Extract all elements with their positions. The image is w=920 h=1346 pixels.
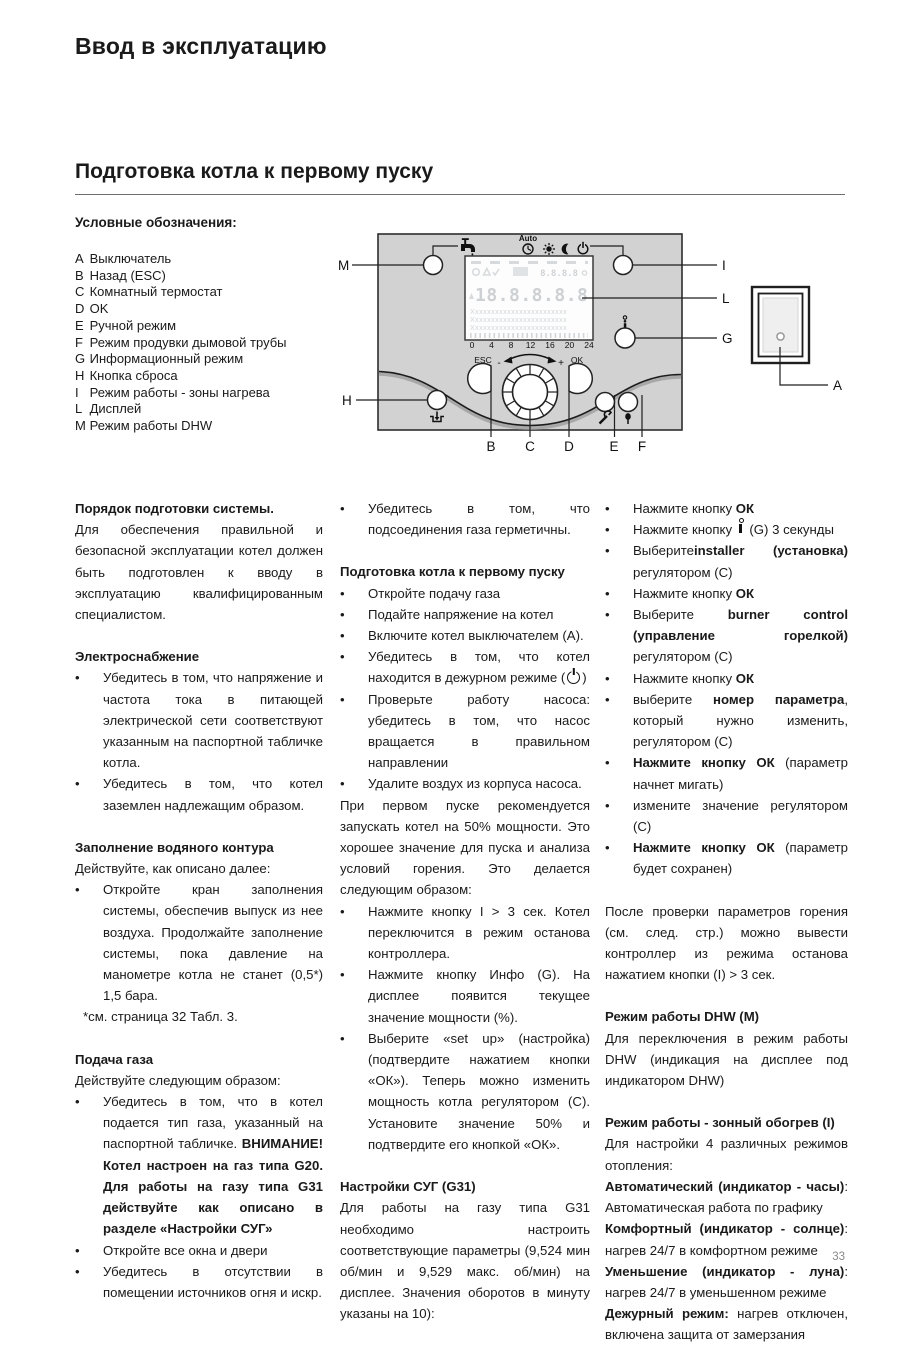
bullet-text — [103, 773, 323, 815]
standby-icon — [567, 671, 580, 684]
text-segment: Убедитесь в отсутствии в помещении источников огня и искр. — [103, 1263, 323, 1300]
text-segment: Уменьшение (индикатор - луна) — [605, 1263, 845, 1279]
bullet-item — [340, 498, 590, 540]
paragraph — [605, 1261, 848, 1303]
text-segment: Убедитесь в том, что подсоединения газа герметичны. — [368, 501, 590, 538]
legend-item-label: Выключатель — [86, 251, 172, 266]
text-segment: Нажмите кнопку ОК — [633, 840, 775, 856]
label-i: I — [722, 258, 726, 273]
svg-text:4: 4 — [489, 340, 494, 350]
bullet-text — [368, 901, 590, 965]
lcd-main-value: 18.8.8.8.8 — [475, 285, 589, 306]
text-segment: , который нужно изменить, регулятором (C) — [633, 691, 848, 750]
svg-text:8: 8 — [508, 340, 514, 350]
spacer — [75, 816, 323, 837]
bullet-item — [605, 689, 848, 753]
bullet-text — [633, 689, 848, 753]
bullet-marker: • — [340, 967, 345, 983]
legend-item-key: C — [75, 284, 85, 300]
text-segment: Нажмите кнопку — [633, 501, 736, 516]
text-segment: Убедитесь в том, что напряжение и частота тока в питающей электрической сети соответствуют указанным на паспортной табличке котла. — [103, 670, 323, 771]
ok-button[interactable] — [569, 364, 592, 394]
text-segment: Откройте все окна и двери — [103, 1242, 268, 1258]
column-heading: Настройки СУГ (G31) — [340, 1179, 476, 1195]
bullet-marker: • — [75, 1094, 80, 1110]
bullet-marker: • — [75, 670, 80, 686]
text-segment: выберите — [633, 691, 714, 707]
legend-item-label: Комнатный термостат — [86, 284, 223, 300]
legend-item-label: Дисплей — [86, 401, 142, 417]
bullet-marker: • — [75, 882, 80, 898]
footnote: *см. страница 32 Табл. 3. — [83, 1009, 238, 1025]
bullet-text — [368, 498, 590, 540]
text-segment: Выберите «set up» (настройка) (подтвердите нажатием кнопки «ОК»). Теперь можно изменить мощность котла регулятором (C). Установите значение 50% и подтвердите его кнопкой «ОК». — [368, 1030, 590, 1152]
legend-item — [75, 418, 340, 435]
bullet-marker: • — [605, 522, 610, 538]
rotary-knob[interactable] — [503, 365, 558, 420]
text-segment: Выберите — [633, 607, 728, 623]
legend-list — [75, 251, 340, 435]
bullet-text — [368, 689, 590, 774]
text-segment: Нажмите кнопку — [633, 522, 736, 538]
bullet-marker: • — [605, 755, 610, 771]
label-f: F — [637, 439, 647, 454]
legend-item-key: F — [75, 334, 83, 350]
spacer — [605, 880, 848, 901]
info-icon — [738, 521, 744, 534]
bullet-item — [75, 879, 323, 1006]
paragraph — [75, 1070, 323, 1091]
bullet-text — [103, 667, 323, 773]
spacer — [605, 1091, 848, 1112]
bullet-item — [605, 519, 848, 540]
bullet-text — [103, 1261, 323, 1303]
bullet-item — [340, 689, 590, 774]
svg-text:Auto: Auto — [518, 234, 538, 243]
label-b: B — [486, 439, 496, 454]
text-segment: Убедитесь в том, что котел заземлен надлежащим образом. — [103, 776, 323, 813]
label-m: M — [338, 258, 350, 273]
legend — [75, 215, 340, 435]
column-heading: Электроснабжение — [75, 649, 200, 665]
bullet-item — [340, 773, 590, 794]
lcd-text-row: Xxxxxxxxxxxxxxxxxxxxxxxx — [470, 309, 568, 316]
text-segment: Нажмите кнопку — [633, 585, 736, 601]
paragraph — [75, 858, 323, 879]
paragraph — [340, 1197, 590, 1324]
bullet-marker: • — [340, 649, 345, 665]
text-segment: : Автоматическая работа по графику — [605, 1178, 848, 1216]
text-segment: Для работы на газу типа G31 необходимо настроить соответствующие параметры (9,524 мин об/мин и 9,529 макс. об/мин) на дисплее. Значения оборотов в минуту указаны на 10): — [340, 1200, 590, 1322]
bullet-item — [340, 964, 590, 1028]
bullet-item — [605, 668, 848, 689]
manual-mode-button[interactable] — [596, 393, 615, 412]
text-segment: Автоматический (индикатор - часы) — [605, 1178, 845, 1194]
text-segment: burner control (управление горелкой) — [633, 607, 848, 644]
chimney-sweep-button[interactable] — [619, 393, 638, 412]
bullet-marker: • — [605, 585, 610, 601]
bullet-text — [633, 604, 848, 668]
bullet-marker: • — [605, 691, 610, 707]
bullet-marker: • — [75, 1242, 80, 1258]
label-h: H — [342, 393, 352, 408]
control-panel-diagram — [330, 225, 850, 455]
text-segment: регулятором (C) — [633, 649, 733, 665]
paragraph — [75, 519, 323, 625]
bullet-text — [103, 879, 323, 1006]
text-segment: При первом пуске рекомендуется запускать котел на 50% мощности. Это хорошее значение для пуска и анализа условий горения. Это делается следующим образом: — [340, 797, 590, 898]
column-heading: Заполнение водяного контура — [75, 839, 274, 855]
bullet-item — [605, 540, 848, 582]
bullet-item — [75, 1261, 323, 1303]
svg-text:+: + — [558, 358, 564, 369]
text-segment: Для переключения в режим работы DHW (индикация на дисплее под индикатором DHW) — [605, 1030, 848, 1089]
legend-item-label: Режим работы DHW — [86, 418, 213, 434]
svg-text:24: 24 — [584, 340, 594, 350]
paragraph — [605, 1028, 848, 1092]
bullet-marker: • — [605, 670, 610, 686]
legend-item-key: G — [75, 351, 86, 367]
text-segment: Комфортный (индикатор - солнце) — [605, 1221, 845, 1237]
text-segment: ОК — [735, 501, 755, 516]
bullet-item — [605, 752, 848, 794]
text-segment: Нажмите кнопку I > 3 сек. Котел переключится в режим останова контроллера. — [368, 903, 590, 962]
text-segment: (параметр начнет мигать) — [633, 755, 848, 792]
legend-item-key: B — [75, 267, 84, 283]
section-divider — [75, 194, 845, 195]
bullet-item — [605, 583, 848, 604]
text-segment: Действуйте следующим образом: — [75, 1072, 281, 1088]
bullet-item — [75, 773, 323, 815]
column-right — [605, 498, 848, 1346]
label-c: C — [525, 439, 535, 454]
spacer — [75, 1028, 323, 1049]
reset-button[interactable] — [428, 391, 447, 410]
legend-item-label: Режим продувки дымовой трубы — [86, 334, 287, 350]
bullet-marker: • — [605, 797, 610, 813]
esc-button[interactable] — [468, 364, 491, 394]
page-title: Ввод в эксплуатацию — [75, 33, 327, 59]
bullet-marker: • — [340, 691, 345, 707]
spacer — [605, 985, 848, 1006]
bullet-item — [340, 901, 590, 965]
bullet-marker: • — [340, 606, 345, 622]
text-segment: : нагрев 24/7 в уменьшенном режиме — [605, 1263, 848, 1300]
text-segment: (G) 3 секунды — [745, 522, 834, 538]
text-segment: ВНИМАНИЕ! Котел настроен на газ типа G20. Для работы на газу типа G31 действуйте как описано в разделе «Настройки СУГ» — [103, 1136, 323, 1237]
legend-item-key: I — [75, 384, 79, 400]
bullet-text — [633, 540, 848, 582]
text-segment: Нажмите кнопку Инфо (G). На дисплее появится текущее значение мощности (%). — [368, 967, 590, 1025]
column-heading: Подготовка котла к первому пуску — [340, 564, 565, 580]
svg-text:20: 20 — [564, 340, 575, 350]
text-segment: Дежурный режим: — [605, 1306, 729, 1322]
label-a: A — [833, 378, 843, 393]
legend-heading: Условные обозначения: — [75, 215, 237, 230]
svg-text:0: 0 — [469, 340, 475, 350]
legend-item-label: Назад (ESC) — [86, 267, 166, 283]
text-segment: регулятором (C) — [633, 564, 733, 580]
legend-item-label: OK — [86, 301, 109, 317]
spacer — [340, 540, 590, 561]
bullet-item — [340, 646, 590, 688]
ok-label: OK — [570, 355, 584, 365]
legend-item — [75, 301, 340, 318]
bullet-item — [75, 1091, 323, 1239]
text-segment: Действуйте, как описано далее: — [75, 861, 271, 877]
bullet-marker: • — [75, 1263, 80, 1279]
legend-item-key: L — [75, 401, 83, 417]
legend-item-key: A — [75, 251, 84, 266]
bullet-marker: • — [340, 585, 345, 601]
bullet-marker: • — [340, 903, 345, 919]
bullet-marker: • — [605, 840, 610, 856]
section-title: Подготовка котла к первому пуску — [75, 160, 434, 183]
text-segment: Убедитесь в том, что котел находится в дежурном режиме ( — [368, 649, 590, 686]
text-segment: измените значение регулятором (C) — [633, 797, 848, 835]
legend-item — [75, 318, 340, 335]
text-segment: После проверки параметров горения (см. след. стр.) можно вывести контроллер из режима останова нажатием кнопки (I) > 3 сек. — [605, 903, 848, 983]
bullet-text — [633, 583, 848, 604]
bullet-text — [633, 837, 848, 879]
legend-item — [75, 335, 340, 352]
column-heading: Подача газа — [75, 1051, 154, 1067]
legend-item-label: Режим работы - зоны нагрева — [86, 384, 270, 400]
text-segment: Для обеспечения правильной и безопасной эксплуатации котел должен быть подготовлен к вводу в эксплуатацию квалифицированным специалистом. — [75, 522, 323, 623]
bullet-text — [368, 583, 590, 604]
bullet-text — [103, 1091, 323, 1239]
legend-item — [75, 251, 340, 268]
svg-text:12: 12 — [525, 340, 536, 350]
bullet-item — [75, 667, 323, 773]
legend-item-key: H — [75, 367, 85, 383]
text-segment: Выберите — [633, 543, 694, 559]
legend-item-key: M — [75, 418, 86, 434]
lcd-text-row: Xxxxxxxxxxxxxxxxxxxxxxxx — [470, 317, 568, 324]
text-segment: Включите котел выключателем (A). — [368, 628, 584, 644]
legend-item-key: D — [75, 301, 85, 317]
lcd-display — [465, 256, 593, 340]
column-heading: Режим работы DHW (M) — [605, 1009, 760, 1025]
text-segment: Нажмите кнопку ОК — [633, 755, 775, 771]
legend-item — [75, 385, 340, 402]
bullet-marker: • — [75, 776, 80, 792]
paragraph — [340, 795, 590, 901]
paragraph — [605, 901, 848, 986]
bullet-text — [368, 773, 590, 794]
svg-text:16: 16 — [545, 340, 555, 350]
bullet-marker: • — [605, 501, 610, 516]
text-segment: Проверьте работу насоса: убедитесь в том, что насос вращается в правильном направлении — [368, 691, 590, 771]
bullet-marker: • — [340, 776, 345, 792]
bullet-text — [633, 795, 848, 837]
legend-item-label: Ручной режим — [86, 317, 177, 333]
bullet-item — [340, 1028, 590, 1155]
paragraph — [605, 1133, 848, 1175]
text-segment: ОК — [735, 670, 755, 686]
legend-item-label: Информационный режим — [86, 351, 244, 367]
bullet-text — [368, 604, 590, 625]
text-segment: Откройте подачу газа — [368, 585, 501, 601]
bullet-item — [605, 837, 848, 879]
column-heading: Режим работы - зонный обогрев (I) — [605, 1115, 835, 1131]
lcd-small-value: 8.8.8.8 — [540, 269, 578, 279]
bullet-item — [605, 604, 848, 668]
legend-item-label: Кнопка сброса — [86, 367, 178, 383]
label-g: G — [722, 331, 733, 346]
text-segment: Откройте кран заполнения системы, обеспечив выпуск из нее воздуха. Продолжайте заполнение системы, пока давление на манометре котла не станет (0,5*) 1,5 бара. — [103, 882, 323, 1004]
bullet-text — [368, 625, 590, 646]
text-segment: ОК — [735, 585, 755, 601]
column-left — [75, 498, 323, 1303]
label-e: E — [609, 439, 619, 454]
text-segment: нагрев отключен, включена защита от замерзания — [605, 1306, 848, 1343]
text-segment: Подайте напряжение на котел — [368, 606, 554, 622]
text-segment: ) — [582, 670, 587, 686]
text-segment: Нажмите кнопку — [633, 670, 736, 686]
esc-label: ESC — [474, 355, 492, 365]
bullet-marker: • — [605, 607, 610, 623]
heating-mode-button[interactable] — [614, 256, 633, 275]
text-segment: номер параметра — [713, 691, 845, 707]
bullet-item — [340, 583, 590, 604]
bullet-item — [340, 625, 590, 646]
paragraph — [605, 1176, 848, 1218]
lcd-text-row: Xxxxxxxxxxxxxxxxxxxxxxxx — [470, 325, 568, 332]
bullet-item — [605, 498, 848, 519]
bullet-marker: • — [340, 501, 345, 516]
bullet-item — [605, 795, 848, 837]
bullet-marker: • — [605, 543, 610, 559]
bullet-item — [340, 604, 590, 625]
legend-item-key: E — [75, 317, 84, 333]
page-number: 33 — [832, 1251, 845, 1263]
column-middle — [340, 498, 590, 1325]
bullet-text — [633, 668, 848, 689]
info-button[interactable] — [615, 328, 635, 348]
legend-item — [75, 401, 340, 418]
text-segment: (параметр будет сохранен) — [633, 840, 848, 877]
label-d: D — [564, 439, 574, 454]
bullet-text — [633, 519, 848, 540]
text-segment: : нагрев 24/7 в комфортном режиме — [605, 1221, 848, 1258]
bullet-text — [368, 1028, 590, 1155]
paragraph — [605, 1218, 848, 1260]
text-segment: Для настройки 4 различных режимов отопления: — [605, 1136, 848, 1173]
legend-item — [75, 368, 340, 385]
legend-item — [75, 284, 340, 301]
bullet-text — [368, 646, 590, 688]
bullet-text — [633, 752, 848, 794]
bullet-marker: • — [340, 1030, 345, 1046]
dhw-mode-button[interactable] — [424, 256, 443, 275]
text-segment: Убедитесь в том, что в котел подается тип газа, указанный на паспортной табличке. — [103, 1094, 323, 1152]
spacer — [340, 1155, 590, 1176]
column-heading: Порядок подготовки системы. — [75, 501, 274, 516]
bullet-marker: • — [340, 628, 345, 644]
bullet-text — [103, 1240, 323, 1261]
bullet-text — [368, 964, 590, 1028]
text-segment: installer (установка) — [693, 543, 848, 559]
spacer — [75, 625, 323, 646]
legend-item — [75, 351, 340, 368]
bullet-item — [75, 1240, 323, 1261]
text-segment: Удалите воздух из корпуса насоса. — [368, 776, 582, 792]
bullet-text — [633, 498, 848, 519]
svg-text:-: - — [497, 358, 501, 369]
paragraph — [605, 1303, 848, 1345]
label-l: L — [722, 291, 730, 306]
legend-item — [75, 268, 340, 285]
